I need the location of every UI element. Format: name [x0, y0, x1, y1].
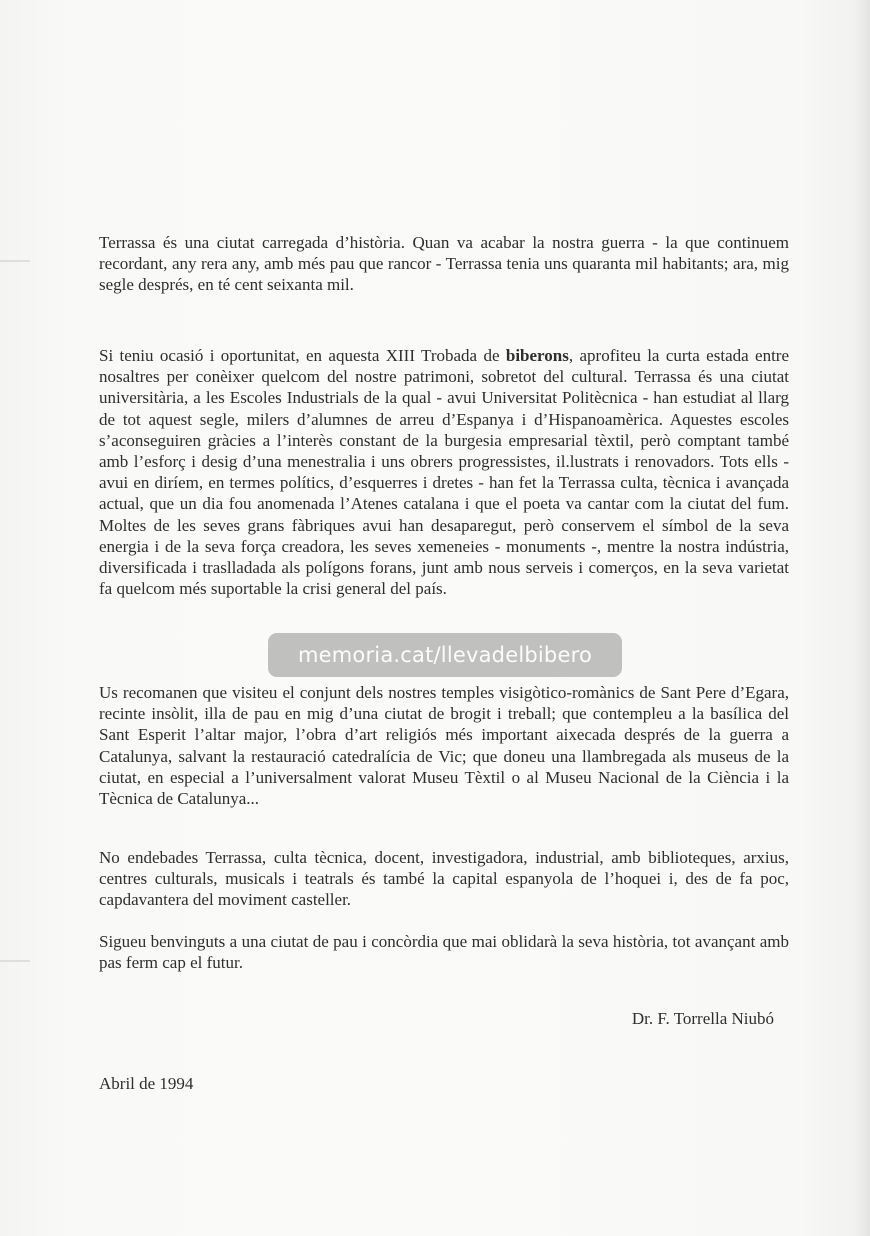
paragraph-heritage: [99, 345, 789, 599]
binding-mark: [0, 960, 30, 962]
paragraph-heritage-start: Si teniu ocasió i oportunitat, en aquesta XIII Trobada de: [99, 346, 506, 365]
page-edge-shadow: [856, 0, 870, 1236]
watermark-link[interactable]: memoria.cat/llevadelbibero: [268, 633, 622, 677]
bold-term: biberons: [505, 346, 569, 365]
paragraph-culture: No endebades Terrassa, culta tècnica, docent, investigadora, industrial, amb biblioteques, arxius, centres culturals, musicals i teatrals és també la capital espanyola de l’hoquei i, des de fa poc, capdavantera del moviment casteller.: [99, 848, 789, 910]
paragraph-intro: Terrassa és una ciutat carregada d’història. Quan va acabar la nostra guerra - la que continuem recordant, any rera any, amb més pau que rancor - Terrassa tenia uns quaranta mil habitants; ara, mig segle després, en té cent seixanta mil.: [99, 233, 789, 295]
binding-mark: [0, 260, 30, 262]
paragraph-heritage-rest: , aprofiteu la curta estada entre nosaltres per conèixer quelcom del nostre patrimoni, sobretot del cultural. Terrassa és una ciutat universitària, a les Escoles Industrials de la qual - avui Universitat Politècnica - han estudiat al llarg de tot aquest segle, milers d’alumnes de arreu d’Espanya i d’Hispanoamèrica. Aquestes escoles s’aconseguiren gràcies a l’interès constant de la burgesia empresarial tèxtil, però comptant també amb l’esforç i desig d’una menestralia i uns obrers progressistes, il.lustrats i renovadors. Tots ells - avui en diríem, en termes polítics, d’esquerres i dretes - han fet la Terrassa culta, tècnica i avançada actual, que un dia fou anomenada l’Atenes catalana i que el poeta va cantar com la ciutat del fum. Moltes de les seves grans fàbriques avui han desaparegut, però conservem el símbol de la seva energia i de la seva força creadora, les seves xemeneies - monuments -, mentre la nostra indústria, diversificada i traslladada als polígons forans, junt amb nous serveis i comerços, en la seva varietat fa quelcom més suportable la crisi general del país.: [99, 346, 789, 599]
document-date: Abril de 1994: [99, 1074, 194, 1093]
paragraph-recommendations: Us recomanen que visiteu el conjunt dels nostres temples visigòtico-romànics de Sant Pere d’Egara, recinte insòlit, illa de pau en mig d’una ciutat de brogit i treball; que contempleu a la basílica del Sant Esperit l’altar major, l’obra d’art religiós més important aixecada després de la guerra a Catalunya, salvant la restauració catedralícia de Vic; que doneu una llambregada als museus de la ciutat, en especial a l’universalment valorat Museu Tèxtil o al Museu Nacional de la Ciència i la Tècnica de Catalunya...: [99, 683, 789, 809]
signature: Dr. F. Torrella Niubó: [631, 1009, 774, 1028]
paragraph-welcome: Sigueu benvinguts a una ciutat de pau i concòrdia que mai oblidarà la seva història, tot avançant amb pas ferm cap el futur.: [99, 932, 789, 973]
